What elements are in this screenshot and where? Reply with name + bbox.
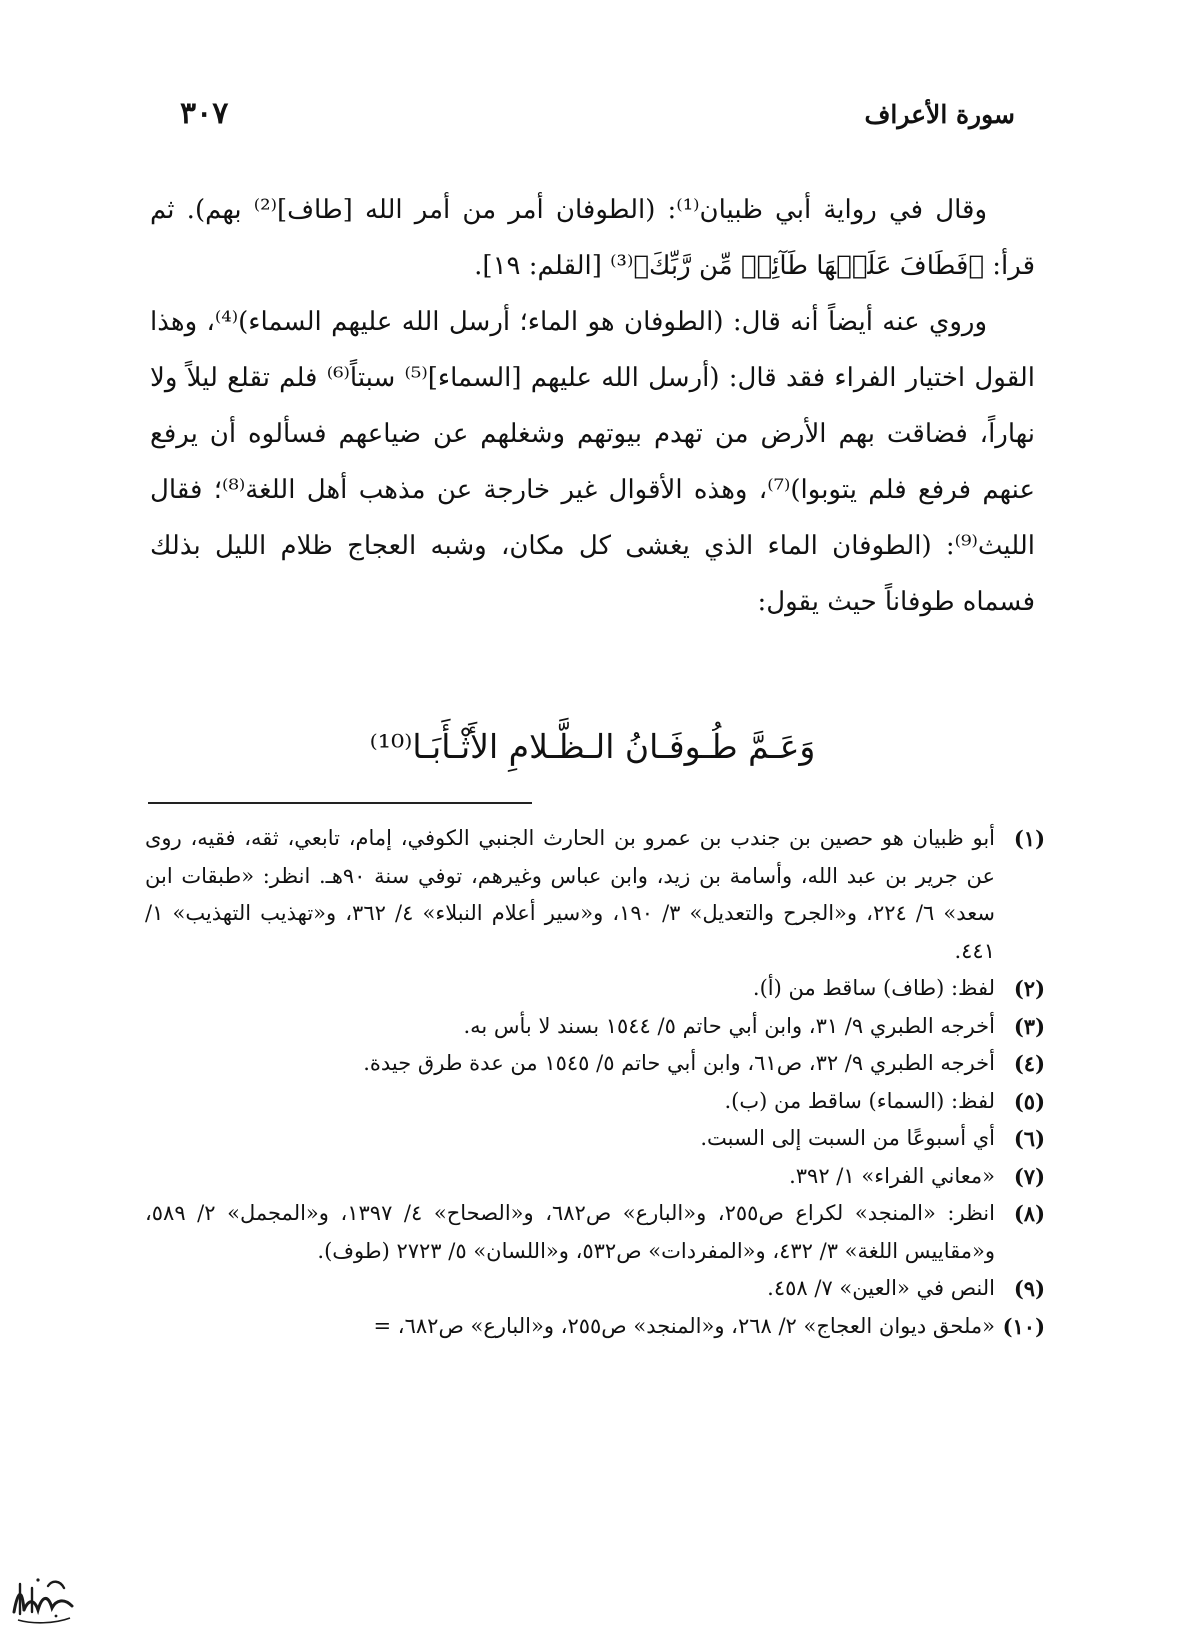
footnote-text: انظر: «المنجد» لكراع ص٢٥٥، و«البارع» ص٦٨٢، و«الصحاح» ٤/ ١٣٩٧، و«المجمل» ٢/ ٥٨٩، و«مقاييس اللغة» ٣/ ٤٣٢، و«المفردات» ص٥٣٢، و«اللسان» ٥/ ٢٧٢٣ (طوف). [145,1201,995,1263]
footnote-text: النص في «العين» ٧/ ٤٥٨. [767,1276,995,1300]
footnote-number: (٦) [1013,1126,1045,1151]
footnote-text: أخرجه الطبري ٩/ ٣١، وابن أبي حاتم ٥/ ١٥٤٤ بسند لا بأس به. [463,1013,995,1038]
footnote-item [145,1120,1045,1158]
poetry-verse: وَعَـمَّ طُـوفَـانُ الـظَّـلامِ الأَثْـأَبَـا⁽¹⁰⁾ [369,727,816,766]
footnote-text: لفظ: (السماء) ساقط من (ب). [724,1088,995,1113]
footnote-item [145,1270,1045,1308]
footnote-item [145,1045,1045,1083]
footnote-number: (١٠) [1002,1313,1045,1339]
footnote-item [145,1008,1045,1046]
footnote-number: (٤) [1013,1051,1045,1076]
footnote-text: أخرجه الطبري ٩/ ٣٢، ص٦١، وابن أبي حاتم ٥/ ١٥٤٥ من عدة طرق جيدة. [363,1051,995,1075]
footnote-item [145,1308,1045,1346]
footnote-item [145,1158,1045,1196]
footnote-separator [148,802,532,804]
page-number: ٣٠٧ [180,96,229,131]
paragraph-1: وقال في رواية أبي ظبيان⁽¹⁾: (الطوفان أمر من أمر الله [طاف]⁽²⁾ بهم). ثم قرأ: ﴿فَطَافَ عَلَيۡهَا طَآئِفٞ مِّن رَّبِّكَ﴾⁽³⁾ [القلم: ١٩]. [150,195,1035,281]
paragraph-2: وروي عنه أيضاً أنه قال: (الطوفان هو الماء؛ أرسل الله عليهم السماء)⁽⁴⁾، وهذا القول اختيار الفراء فقد قال: (أرسل الله عليهم [السماء]⁽⁵⁾ سبتاً⁽⁶⁾ فلم تقلع ليلاً ولا نهاراً، فضاقت بهم الأرض من تهدم بيوتهم وشغلهم عن ضياعهم فسألوه أن يرفع عنهم فرفع فلم يتوبوا)⁽⁷⁾، وهذه الأقوال غير خارجة عن مذهب أهل اللغة⁽⁸⁾؛ فقال الليث⁽⁹⁾: (الطوفان الماء الذي يغشى كل مكان، وشبه العجاج ظلام الليل بذلك فسماه طوفاناً حيث يقول: [150,307,1035,617]
main-text [150,182,1035,630]
page-header [180,96,1015,140]
footnote-number: (٨) [1013,1201,1045,1226]
calligraphy-logo-icon [8,1570,80,1632]
footnote-number: (٧) [1013,1163,1045,1189]
footnote-number: (٩) [1013,1276,1045,1301]
footnote-text: لفظ: (طاف) ساقط من (أ). [752,976,995,1000]
footnote-text: أي أسبوعًا من السبت إلى السبت. [700,1126,995,1150]
footnotes [145,820,1045,1345]
footnote-item [145,1195,1045,1270]
footnote-number: (٥) [1013,1088,1045,1114]
footnote-item [145,820,1045,970]
footnote-number: (٣) [1013,1013,1045,1039]
footnote-item [145,970,1045,1008]
footnote-text: «معاني الفراء» ١/ ٣٩٢. [789,1163,995,1188]
footnote-text: أبو ظبيان هو حصين بن جندب بن عمرو بن الحارث الجنبي الكوفي، إمام، تابعي، ثقه، فقيه، روى عن جرير بن عبد الله، وأسامة بن زيد، وابن عباس وغيرهم، توفي سنة ٩٠هـ. انظر: «طبقات ابن سعد» ٦/ ٢٢٤، و«الجرح والتعديل» ٣/ ١٩٠، و«سير أعلام النبلاء» ٤/ ٣٦٢، و«تهذيب التهذيب» ١/ ٤٤١. [145,826,995,963]
footnote-text: «ملحق ديوان العجاج» ٢/ ٢٦٨، و«المنجد» ص٢٥٥، و«البارع» ص٦٨٢، = [373,1313,995,1338]
surah-title: سورة الأعراف [864,100,1015,129]
footnote-number: (٢) [1013,976,1045,1001]
footnote-number: (١) [1013,826,1045,851]
footnote-item [145,1083,1045,1121]
